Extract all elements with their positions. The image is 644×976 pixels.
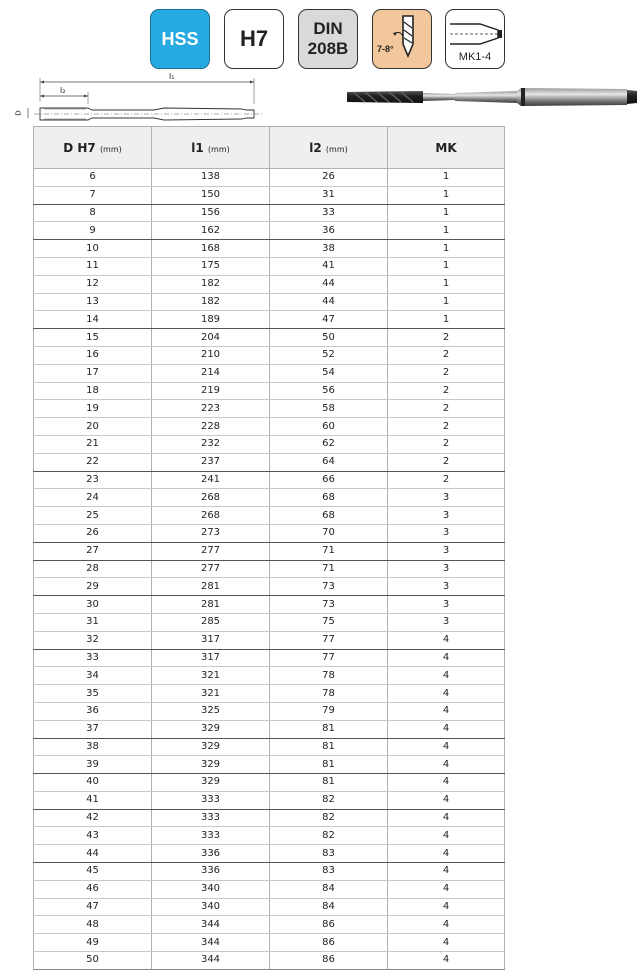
cell-l2: 44 [270, 293, 388, 311]
table-row [34, 863, 505, 881]
cell-diameter: 23 [34, 471, 152, 489]
table-row [34, 720, 505, 738]
cell-diameter: 17 [34, 364, 152, 382]
cell-diameter: 28 [34, 560, 152, 578]
cell-l1: 340 [152, 880, 270, 898]
cell-diameter: 38 [34, 738, 152, 756]
cell-l2: 79 [270, 702, 388, 720]
d-label: D [14, 110, 23, 116]
cell-mk: 2 [388, 471, 505, 489]
table-row [34, 845, 505, 863]
cell-diameter: 20 [34, 418, 152, 436]
cell-diameter: 27 [34, 542, 152, 560]
cell-mk: 3 [388, 578, 505, 596]
cell-l2: 64 [270, 453, 388, 471]
cell-diameter: 43 [34, 827, 152, 845]
cell-diameter: 13 [34, 293, 152, 311]
norm-label-line2: 208B [307, 39, 349, 58]
table-row [34, 542, 505, 560]
cell-l2: 31 [270, 186, 388, 204]
table-row [34, 222, 505, 240]
cell-l1: 241 [152, 471, 270, 489]
table-row [34, 240, 505, 258]
cell-l2: 84 [270, 898, 388, 916]
cell-l1: 268 [152, 507, 270, 525]
table-row [34, 293, 505, 311]
cell-mk: 1 [388, 311, 505, 329]
cell-l1: 156 [152, 204, 270, 222]
cell-mk: 3 [388, 596, 505, 614]
cell-mk: 4 [388, 685, 505, 703]
tolerance-badge [224, 9, 284, 69]
cell-diameter: 21 [34, 435, 152, 453]
cell-l2: 62 [270, 435, 388, 453]
cell-mk: 1 [388, 275, 505, 293]
table-row [34, 204, 505, 222]
cell-mk: 3 [388, 560, 505, 578]
table-row [34, 507, 505, 525]
table-row [34, 275, 505, 293]
cell-l1: 281 [152, 578, 270, 596]
cell-diameter: 7 [34, 186, 152, 204]
cell-l1: 204 [152, 329, 270, 347]
table-row [34, 898, 505, 916]
norm-badge [298, 9, 358, 69]
cell-l1: 210 [152, 346, 270, 364]
header-l2-unit: (mm) [325, 144, 348, 154]
cell-diameter: 25 [34, 507, 152, 525]
cell-l1: 329 [152, 774, 270, 792]
cell-l2: 71 [270, 542, 388, 560]
cell-l1: 317 [152, 649, 270, 667]
cell-diameter: 14 [34, 311, 152, 329]
cell-l2: 84 [270, 880, 388, 898]
cell-mk: 3 [388, 507, 505, 525]
cell-l2: 81 [270, 774, 388, 792]
cell-l1: 281 [152, 596, 270, 614]
table-row [34, 934, 505, 952]
header-l1 [152, 127, 270, 169]
cell-l1: 277 [152, 542, 270, 560]
table-row [34, 809, 505, 827]
cell-mk: 2 [388, 346, 505, 364]
cell-l2: 73 [270, 578, 388, 596]
cell-l2: 70 [270, 524, 388, 542]
cell-diameter: 15 [34, 329, 152, 347]
cell-l2: 82 [270, 827, 388, 845]
header-diameter [34, 127, 152, 169]
table-header-row [34, 127, 505, 169]
cell-l2: 47 [270, 311, 388, 329]
cell-mk: 2 [388, 418, 505, 436]
table-row [34, 631, 505, 649]
table-row [34, 418, 505, 436]
cell-l1: 336 [152, 845, 270, 863]
cell-mk: 2 [388, 329, 505, 347]
header-l2 [270, 127, 388, 169]
cell-l1: 329 [152, 756, 270, 774]
cell-l2: 52 [270, 346, 388, 364]
cell-l1: 285 [152, 613, 270, 631]
table-row [34, 827, 505, 845]
angle-badge [372, 9, 432, 69]
table-row [34, 685, 505, 703]
cell-l1: 333 [152, 827, 270, 845]
cell-l1: 268 [152, 489, 270, 507]
cell-mk: 4 [388, 845, 505, 863]
cell-l1: 325 [152, 702, 270, 720]
table-row [34, 329, 505, 347]
cell-diameter: 36 [34, 702, 152, 720]
cell-diameter: 29 [34, 578, 152, 596]
cell-l2: 83 [270, 863, 388, 881]
material-badge [150, 9, 210, 69]
material-label: HSS [161, 28, 199, 49]
table-row [34, 560, 505, 578]
cell-diameter: 47 [34, 898, 152, 916]
cell-l1: 175 [152, 257, 270, 275]
cell-l2: 50 [270, 329, 388, 347]
table-row [34, 578, 505, 596]
header-l1-main: l1 [191, 140, 204, 155]
l2-label: l₂ [60, 86, 66, 95]
cell-mk: 1 [388, 186, 505, 204]
cell-l2: 86 [270, 952, 388, 970]
reamer-tip-icon [373, 10, 429, 66]
cell-l1: 329 [152, 738, 270, 756]
reamer-photo [345, 82, 640, 112]
table-body [34, 169, 505, 970]
cell-l1: 223 [152, 400, 270, 418]
cell-l1: 182 [152, 293, 270, 311]
taper-badge [445, 9, 505, 69]
cell-mk: 4 [388, 898, 505, 916]
cell-mk: 4 [388, 631, 505, 649]
cell-mk: 3 [388, 524, 505, 542]
table-row [34, 774, 505, 792]
cell-mk: 1 [388, 257, 505, 275]
cell-l1: 344 [152, 916, 270, 934]
cell-diameter: 19 [34, 400, 152, 418]
cell-l2: 56 [270, 382, 388, 400]
cell-mk: 4 [388, 952, 505, 970]
cell-l2: 78 [270, 685, 388, 703]
header-diameter-unit: (mm) [99, 144, 122, 154]
cell-diameter: 46 [34, 880, 152, 898]
cell-l1: 333 [152, 809, 270, 827]
cell-l2: 77 [270, 649, 388, 667]
cell-l1: 344 [152, 934, 270, 952]
cell-mk: 4 [388, 667, 505, 685]
cell-diameter: 30 [34, 596, 152, 614]
cell-diameter: 22 [34, 453, 152, 471]
cell-diameter: 40 [34, 774, 152, 792]
cell-mk: 1 [388, 240, 505, 258]
table-row [34, 524, 505, 542]
table-row [34, 311, 505, 329]
cell-l2: 36 [270, 222, 388, 240]
cell-diameter: 33 [34, 649, 152, 667]
cell-l1: 232 [152, 435, 270, 453]
table-row [34, 257, 505, 275]
table-row [34, 471, 505, 489]
cell-mk: 3 [388, 489, 505, 507]
cell-l2: 68 [270, 507, 388, 525]
cell-l2: 41 [270, 257, 388, 275]
cell-mk: 4 [388, 702, 505, 720]
cell-l1: 336 [152, 863, 270, 881]
cell-diameter: 16 [34, 346, 152, 364]
cell-l2: 58 [270, 400, 388, 418]
cell-l1: 168 [152, 240, 270, 258]
cell-diameter: 49 [34, 934, 152, 952]
technical-drawing [14, 72, 274, 124]
cell-l1: 228 [152, 418, 270, 436]
cell-l2: 60 [270, 418, 388, 436]
table-row [34, 649, 505, 667]
cell-mk: 4 [388, 791, 505, 809]
cell-mk: 4 [388, 934, 505, 952]
header-diameter-main: D H7 [63, 140, 96, 155]
cell-l2: 78 [270, 667, 388, 685]
cell-l2: 68 [270, 489, 388, 507]
table-row [34, 952, 505, 970]
cell-diameter: 8 [34, 204, 152, 222]
cell-mk: 2 [388, 364, 505, 382]
cell-l1: 214 [152, 364, 270, 382]
cell-l1: 138 [152, 169, 270, 187]
table-row [34, 489, 505, 507]
cell-l2: 44 [270, 275, 388, 293]
table-row [34, 169, 505, 187]
cell-mk: 4 [388, 827, 505, 845]
cell-l2: 82 [270, 791, 388, 809]
cell-l1: 237 [152, 453, 270, 471]
cell-l1: 150 [152, 186, 270, 204]
cell-l2: 86 [270, 934, 388, 952]
cell-diameter: 6 [34, 169, 152, 187]
cell-l2: 81 [270, 720, 388, 738]
table-row [34, 916, 505, 934]
cell-diameter: 9 [34, 222, 152, 240]
cell-mk: 1 [388, 222, 505, 240]
table-row [34, 667, 505, 685]
cell-diameter: 44 [34, 845, 152, 863]
cell-l2: 73 [270, 596, 388, 614]
cell-l2: 54 [270, 364, 388, 382]
cell-mk: 4 [388, 809, 505, 827]
cell-l1: 321 [152, 667, 270, 685]
table-row [34, 186, 505, 204]
cell-diameter: 35 [34, 685, 152, 703]
cell-l1: 317 [152, 631, 270, 649]
cell-diameter: 41 [34, 791, 152, 809]
l1-label: l₁ [169, 72, 175, 81]
cell-mk: 4 [388, 756, 505, 774]
cell-mk: 1 [388, 204, 505, 222]
morse-taper-icon [446, 14, 504, 54]
table-row [34, 596, 505, 614]
cell-diameter: 48 [34, 916, 152, 934]
table-row [34, 613, 505, 631]
cell-mk: 4 [388, 916, 505, 934]
cell-l2: 81 [270, 756, 388, 774]
cell-mk: 2 [388, 453, 505, 471]
header-mk-main: MK [435, 140, 457, 155]
cell-mk: 4 [388, 863, 505, 881]
cell-mk: 4 [388, 738, 505, 756]
cell-l1: 340 [152, 898, 270, 916]
spec-table [33, 126, 505, 970]
cell-l2: 83 [270, 845, 388, 863]
cell-diameter: 39 [34, 756, 152, 774]
header-l2-main: l2 [309, 140, 322, 155]
cell-diameter: 12 [34, 275, 152, 293]
table-row [34, 435, 505, 453]
table-row [34, 346, 505, 364]
cell-diameter: 10 [34, 240, 152, 258]
cell-mk: 1 [388, 293, 505, 311]
cell-mk: 3 [388, 613, 505, 631]
table-row [34, 791, 505, 809]
cell-diameter: 45 [34, 863, 152, 881]
table-row [34, 364, 505, 382]
header-mk [388, 127, 505, 169]
table-row [34, 702, 505, 720]
cell-l1: 329 [152, 720, 270, 738]
taper-label: MK1-4 [458, 51, 492, 63]
table-row [34, 880, 505, 898]
norm-label-line1: DIN [313, 19, 343, 38]
cell-l2: 86 [270, 916, 388, 934]
cell-l1: 333 [152, 791, 270, 809]
cell-mk: 2 [388, 400, 505, 418]
cell-l1: 162 [152, 222, 270, 240]
cell-l1: 277 [152, 560, 270, 578]
cell-mk: 4 [388, 649, 505, 667]
cell-mk: 4 [388, 774, 505, 792]
cell-l1: 182 [152, 275, 270, 293]
cell-l2: 77 [270, 631, 388, 649]
table-row [34, 400, 505, 418]
cell-mk: 4 [388, 880, 505, 898]
header-l1-unit: (mm) [207, 144, 230, 154]
cell-diameter: 26 [34, 524, 152, 542]
cell-l2: 71 [270, 560, 388, 578]
cell-diameter: 34 [34, 667, 152, 685]
cell-mk: 4 [388, 720, 505, 738]
table-row [34, 756, 505, 774]
cell-mk: 1 [388, 169, 505, 187]
table-row [34, 738, 505, 756]
cell-diameter: 42 [34, 809, 152, 827]
cell-l1: 219 [152, 382, 270, 400]
cell-l2: 75 [270, 613, 388, 631]
cell-diameter: 18 [34, 382, 152, 400]
cell-diameter: 32 [34, 631, 152, 649]
cell-l2: 26 [270, 169, 388, 187]
cell-l1: 344 [152, 952, 270, 970]
cell-l1: 273 [152, 524, 270, 542]
table-row [34, 382, 505, 400]
table-row [34, 453, 505, 471]
cell-diameter: 31 [34, 613, 152, 631]
cell-diameter: 37 [34, 720, 152, 738]
cell-mk: 2 [388, 435, 505, 453]
cell-l2: 33 [270, 204, 388, 222]
cell-l2: 66 [270, 471, 388, 489]
angle-label: 7-8° [377, 44, 394, 54]
tolerance-label: H7 [239, 26, 269, 51]
cell-mk: 2 [388, 382, 505, 400]
cell-l1: 321 [152, 685, 270, 703]
cell-diameter: 11 [34, 257, 152, 275]
cell-l1: 189 [152, 311, 270, 329]
cell-l2: 81 [270, 738, 388, 756]
cell-diameter: 24 [34, 489, 152, 507]
cell-l2: 82 [270, 809, 388, 827]
cell-l2: 38 [270, 240, 388, 258]
cell-mk: 3 [388, 542, 505, 560]
cell-diameter: 50 [34, 952, 152, 970]
